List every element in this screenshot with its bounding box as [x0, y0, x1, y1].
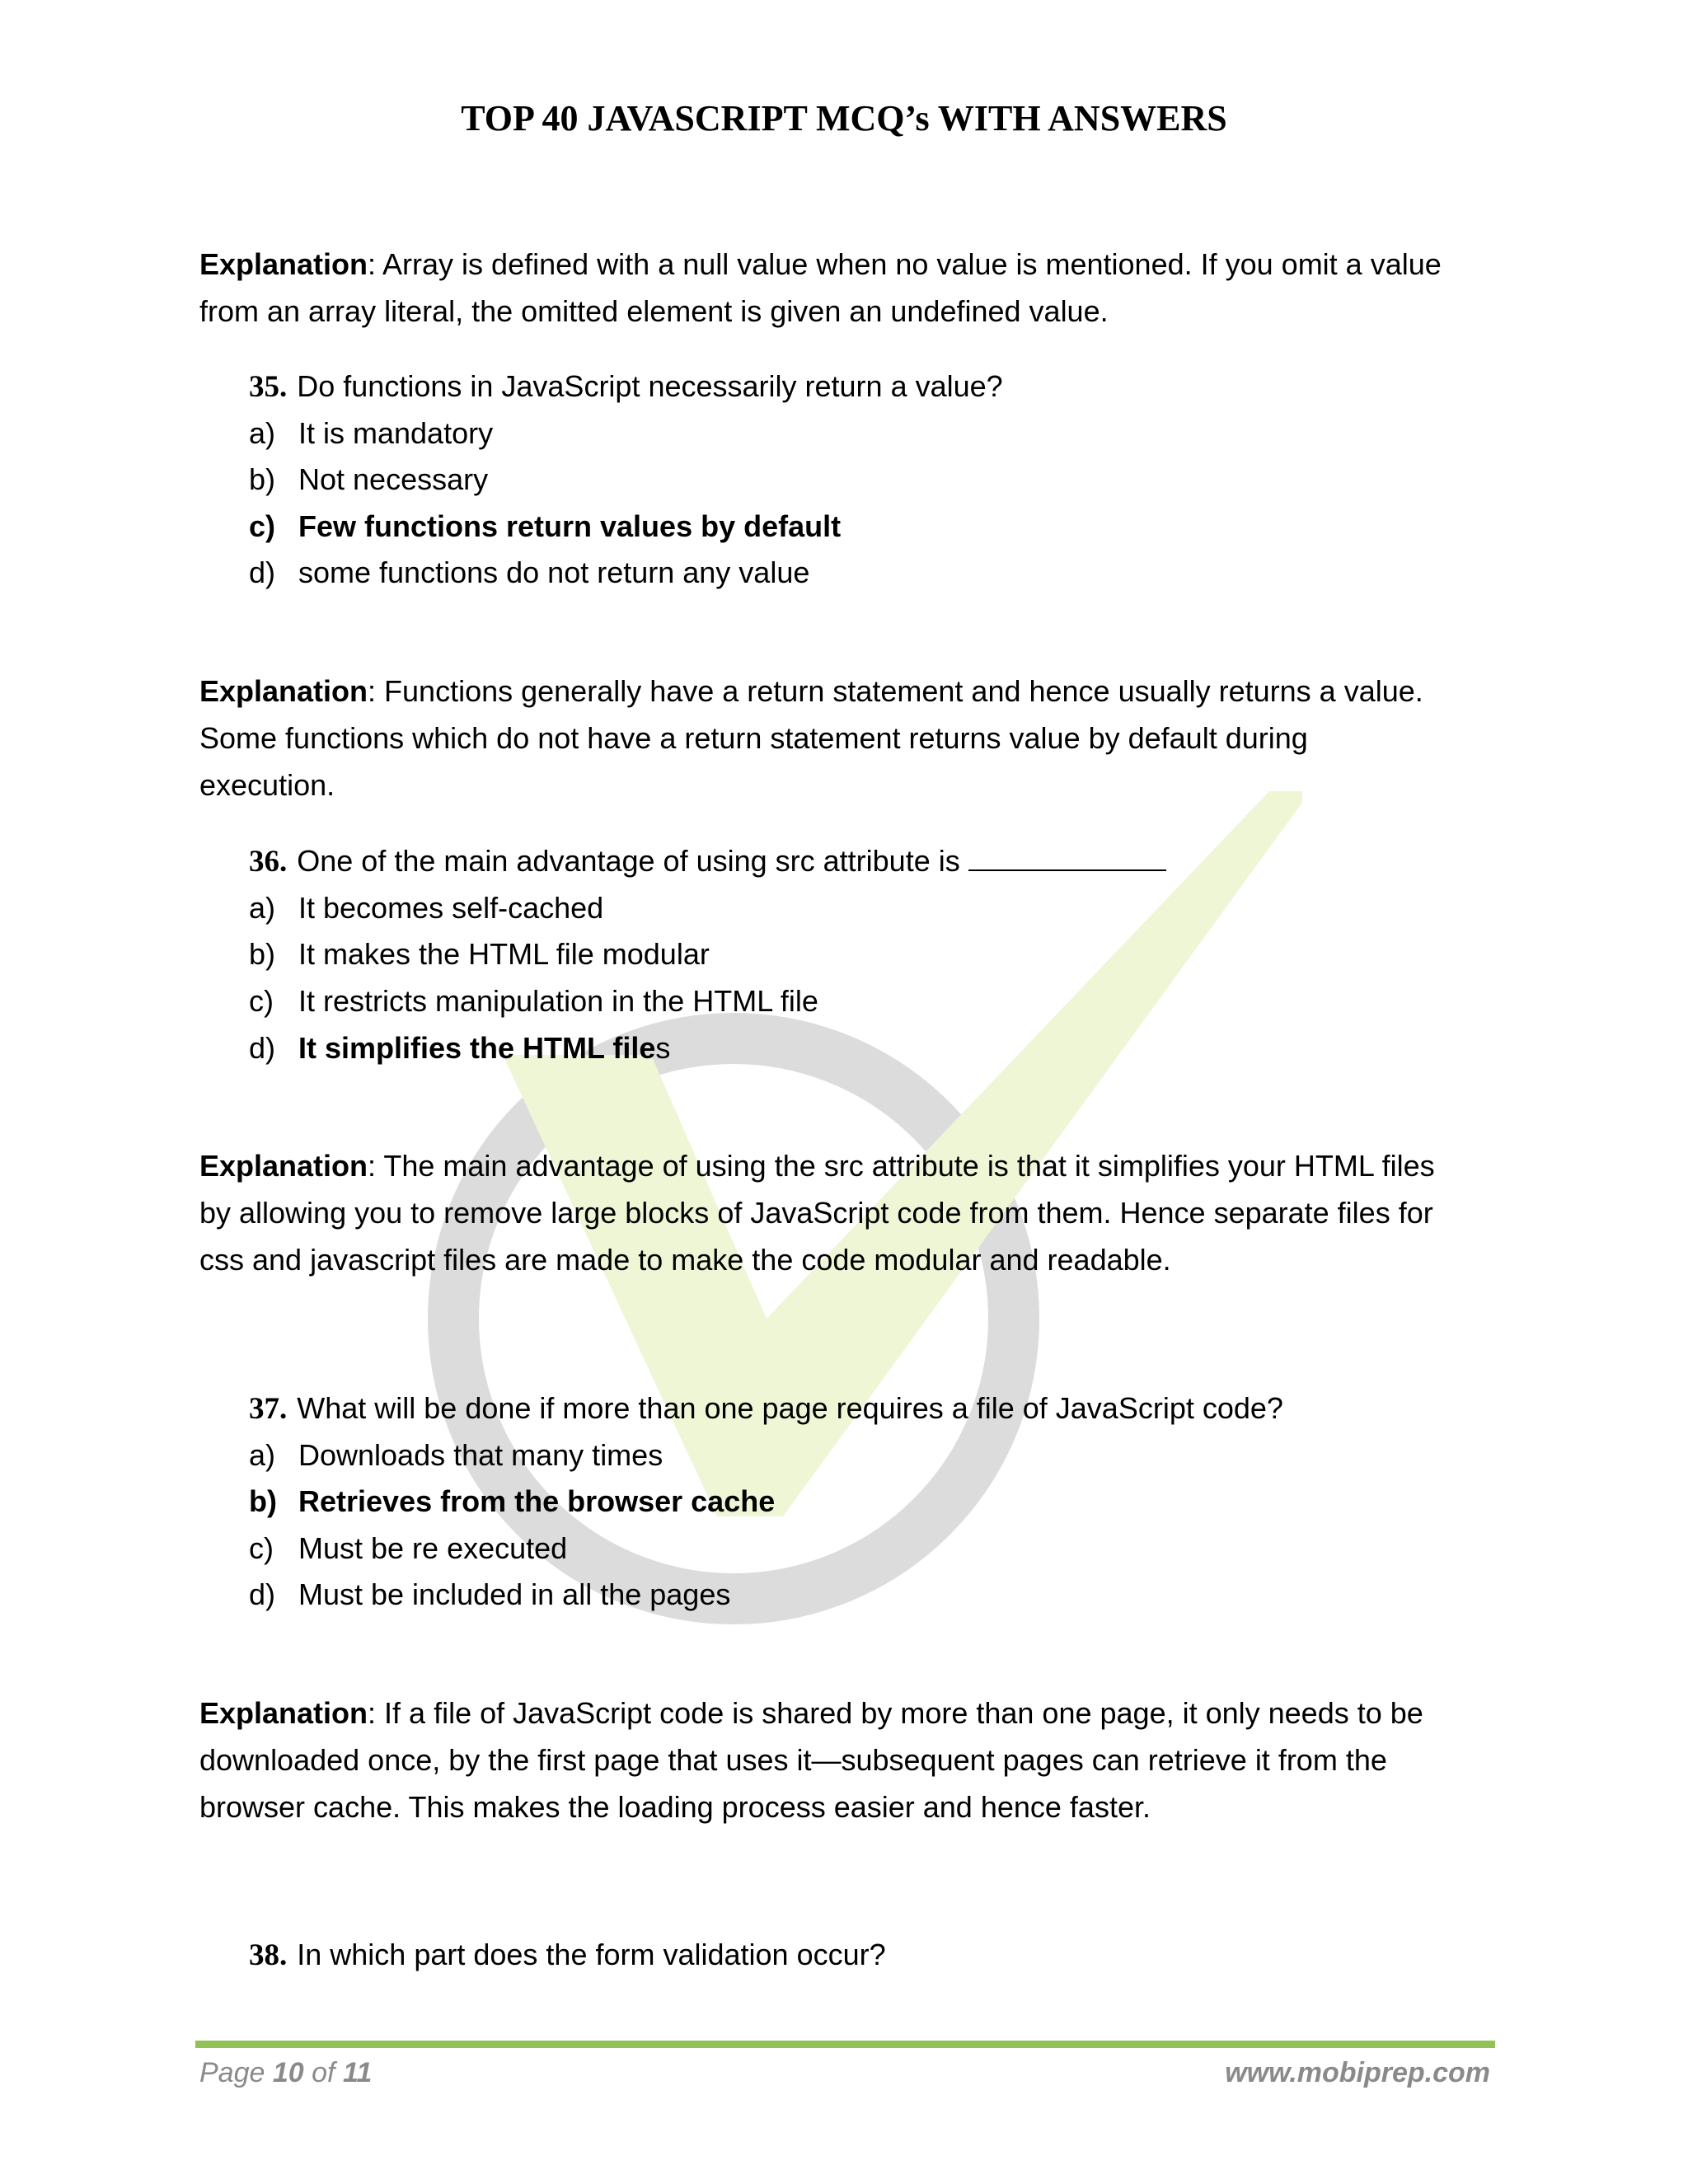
question-37 — [249, 1385, 1502, 1432]
question-38 — [249, 1931, 1502, 1979]
option-b: b) It makes the HTML file modular — [249, 937, 710, 971]
explanation-text: css and javascript files are made to make the code modular and readable. — [199, 1243, 1171, 1277]
option-b-correct: b) Retrieves from the browser cache — [249, 1484, 776, 1518]
website-link[interactable]: www.mobiprep.com — [1225, 2057, 1490, 2088]
option-c: c) It restricts manipulation in the HTML file — [249, 984, 818, 1018]
question-text: Do functions in JavaScript necessarily return a value? — [297, 369, 1003, 403]
question-number: 37. — [249, 1392, 288, 1426]
explanation-text: Some functions which do not have a return statement returns value by default during — [199, 721, 1308, 755]
explanation-text: execution. — [199, 768, 335, 802]
question-number: 36. — [249, 845, 288, 879]
explanation-text: : If a file of JavaScript code is shared by more than one page, it only needs to be — [368, 1696, 1423, 1730]
page-title: TOP 40 JAVASCRIPT MCQ’s WITH ANSWERS — [461, 98, 1227, 138]
question-number: 35. — [249, 370, 288, 404]
option-a: a) Downloads that many times — [249, 1438, 663, 1472]
explanation-label: Explanation — [199, 1149, 368, 1183]
question-36 — [249, 837, 1502, 885]
explanation-37 — [199, 1690, 1518, 1830]
option-c-correct: c) Few functions return values by default — [249, 509, 842, 543]
footer-divider — [195, 2041, 1495, 2048]
explanation-text: browser cache. This makes the loading process easier and hence faster. — [199, 1790, 1151, 1824]
question-text: In which part does the form validation occur? — [297, 1938, 886, 1971]
explanation-text: : Array is defined with a null value when no value is mentioned. If you omit a value — [368, 247, 1442, 281]
explanation-label: Explanation — [199, 1696, 368, 1730]
option-d-correct: d) It simplifies the HTML files — [249, 1031, 671, 1065]
option-c: c) Must be re executed — [249, 1531, 568, 1565]
explanation-text: downloaded once, by the first page that uses it—subsequent pages can retrieve it from the — [199, 1743, 1387, 1777]
question-text: One of the main advantage of using src attribute is — [297, 844, 960, 878]
question-number: 38. — [249, 1938, 288, 1972]
option-a: a) It becomes self-cached — [249, 891, 604, 925]
explanation-36 — [199, 1142, 1518, 1283]
explanation-text: by allowing you to remove large blocks of JavaScript code from them. Hence separate files for — [199, 1196, 1433, 1230]
explanation-label: Explanation — [199, 674, 368, 708]
answer-blank — [968, 846, 1166, 871]
question-35 — [249, 363, 1502, 410]
option-d: d) Must be included in all the pages — [249, 1577, 731, 1611]
option-b: b) Not necessary — [249, 462, 489, 496]
option-a: a) It is mandatory — [249, 416, 494, 450]
page-number: Page 10 of 11 — [199, 2057, 373, 2088]
explanation-34 — [199, 241, 1518, 335]
explanation-text: : Functions generally have a return statement and hence usually returns a value. — [368, 674, 1423, 708]
explanation-label: Explanation — [199, 247, 368, 281]
question-text: What will be done if more than one page requires a file of JavaScript code? — [297, 1391, 1283, 1425]
explanation-text: from an array literal, the omitted element is given an undefined value. — [199, 294, 1109, 328]
explanation-35 — [199, 668, 1518, 808]
explanation-text: : The main advantage of using the src attribute is that it simplifies your HTML files — [368, 1149, 1435, 1183]
option-d: d) some functions do not return any value — [249, 555, 810, 589]
